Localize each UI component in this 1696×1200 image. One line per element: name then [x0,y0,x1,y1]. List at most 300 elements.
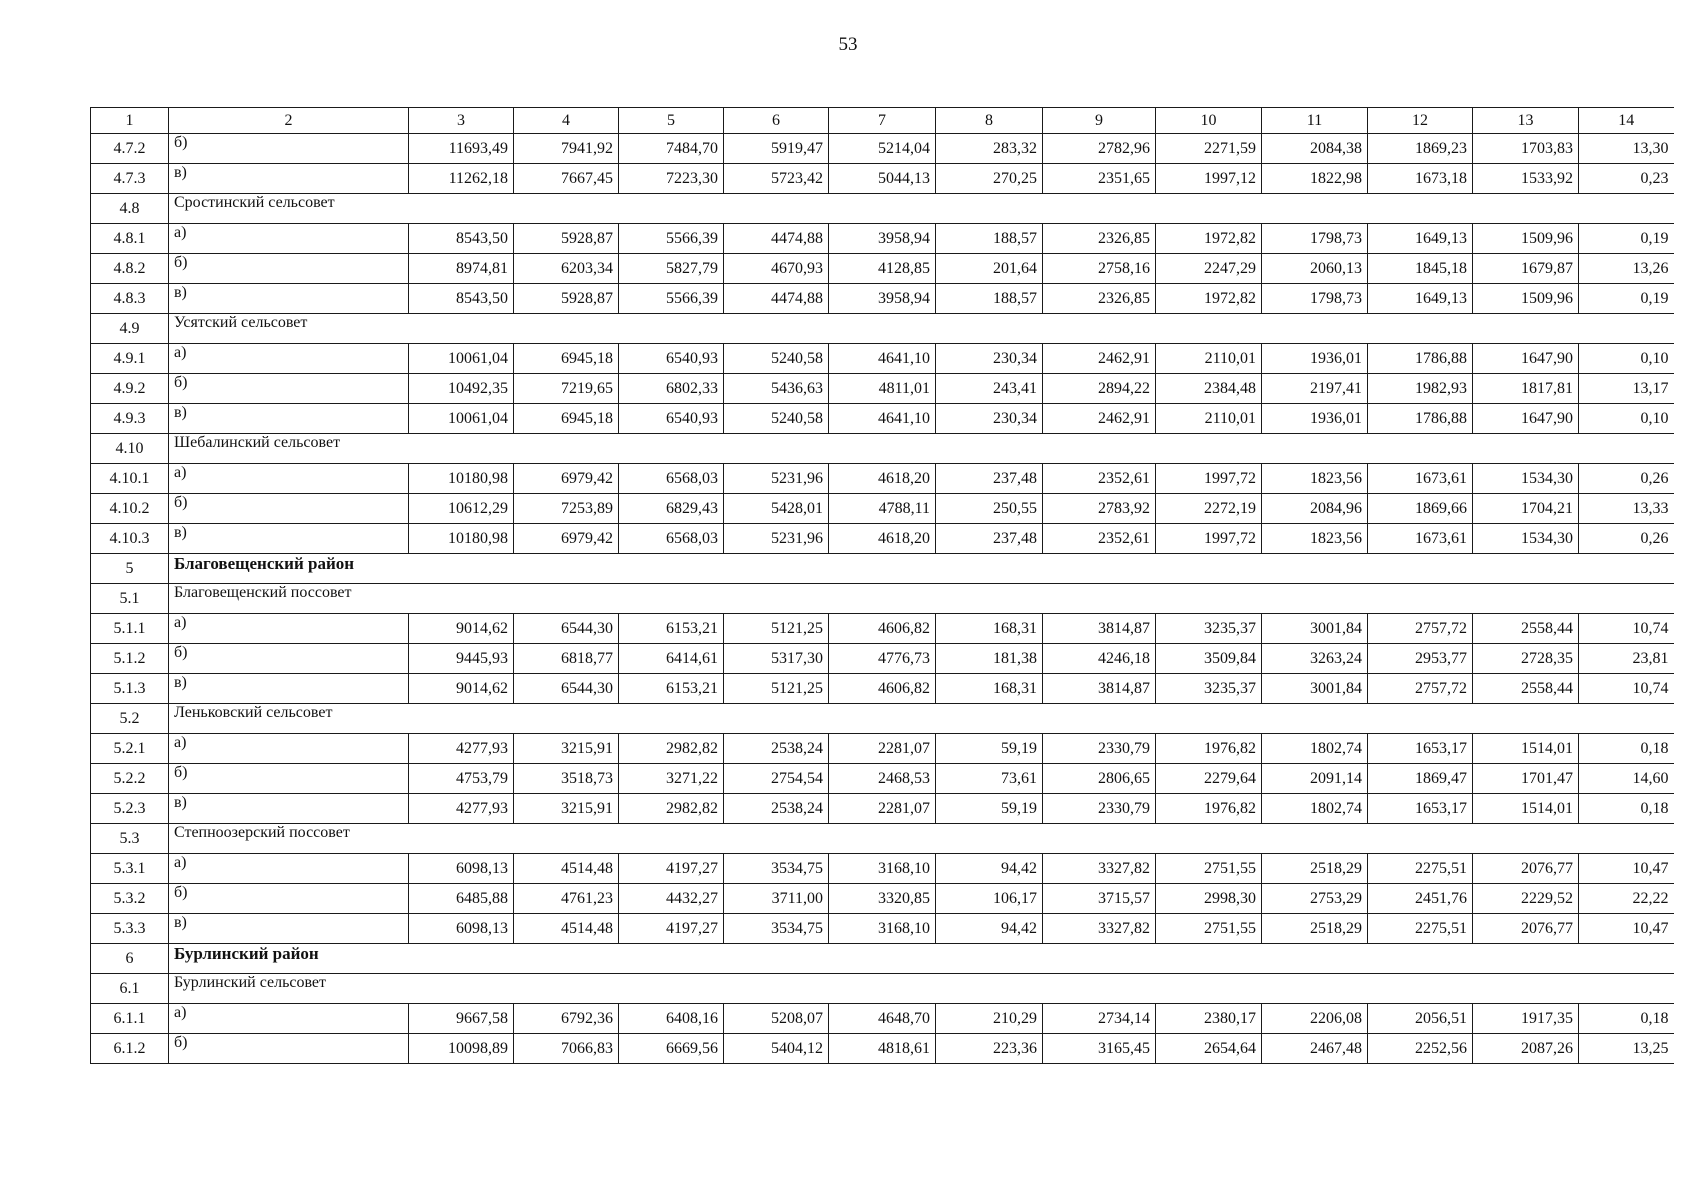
column-number: 10 [1156,108,1262,134]
row-variant: а) [169,614,409,644]
value-cell: 9667,58 [409,1004,514,1034]
value-cell: 223,36 [936,1034,1043,1064]
value-cell: 2654,64 [1156,1034,1262,1064]
column-number: 11 [1262,108,1368,134]
value-cell: 7066,83 [514,1034,619,1064]
value-cell: 3168,10 [829,854,936,884]
column-number: 1 [91,108,169,134]
table-row [91,674,1674,704]
row-variant: а) [169,734,409,764]
value-cell: 10,47 [1579,854,1674,884]
value-cell: 1647,90 [1473,344,1579,374]
value-cell: 2056,51 [1368,1004,1473,1034]
value-cell: 9445,93 [409,644,514,674]
value-cell: 4776,73 [829,644,936,674]
value-cell: 59,19 [936,734,1043,764]
value-cell: 1823,56 [1262,464,1368,494]
value-cell: 201,64 [936,254,1043,284]
table-row [91,644,1674,674]
value-cell: 6540,93 [619,344,724,374]
value-cell: 2206,08 [1262,1004,1368,1034]
value-cell: 3320,85 [829,884,936,914]
value-cell: 6153,21 [619,614,724,644]
row-code: 5.3.1 [91,854,169,884]
value-cell: 2352,61 [1043,464,1156,494]
value-cell: 10612,29 [409,494,514,524]
value-cell: 4753,79 [409,764,514,794]
page-number: 53 [838,34,858,55]
value-cell: 2734,14 [1043,1004,1156,1034]
value-cell: 6979,42 [514,524,619,554]
row-code: 6.1.1 [91,1004,169,1034]
table-row [91,764,1674,794]
section-row [91,434,1674,464]
value-cell: 10,74 [1579,614,1674,644]
value-cell: 10180,98 [409,524,514,554]
row-code: 5 [91,554,169,584]
row-code: 4.10.3 [91,524,169,554]
value-cell: 4818,61 [829,1034,936,1064]
row-code: 5.1.3 [91,674,169,704]
row-code: 4.10.2 [91,494,169,524]
row-variant: в) [169,794,409,824]
row-code: 5.2.1 [91,734,169,764]
value-cell: 2326,85 [1043,224,1156,254]
section-name: Степноозерский поссовет [169,824,1674,854]
row-code: 4.8.1 [91,224,169,254]
value-cell: 2998,30 [1156,884,1262,914]
value-cell: 0,10 [1579,344,1674,374]
value-cell: 2538,24 [724,794,829,824]
value-cell: 4514,48 [514,854,619,884]
row-code: 5.1.2 [91,644,169,674]
row-variant: в) [169,524,409,554]
row-variant: а) [169,224,409,254]
section-name: Леньковский сельсовет [169,704,1674,734]
value-cell: 8543,50 [409,284,514,314]
value-cell: 2518,29 [1262,854,1368,884]
row-code: 5.3 [91,824,169,854]
value-cell: 1972,82 [1156,224,1262,254]
value-cell: 5566,39 [619,224,724,254]
value-cell: 5214,04 [829,134,936,164]
value-cell: 1534,30 [1473,464,1579,494]
value-cell: 2252,56 [1368,1034,1473,1064]
value-cell: 2272,19 [1156,494,1262,524]
column-number: 9 [1043,108,1156,134]
section-row [91,974,1674,1004]
value-cell: 3235,37 [1156,674,1262,704]
value-cell: 6792,36 [514,1004,619,1034]
value-cell: 2076,77 [1473,854,1579,884]
value-cell: 2953,77 [1368,644,1473,674]
value-cell: 22,22 [1579,884,1674,914]
value-cell: 2806,65 [1043,764,1156,794]
value-cell: 13,30 [1579,134,1674,164]
value-cell: 2538,24 [724,734,829,764]
row-code: 6 [91,944,169,974]
section-name: Благовещенский поссовет [169,584,1674,614]
value-cell: 106,17 [936,884,1043,914]
column-number: 6 [724,108,829,134]
value-cell: 1649,13 [1368,284,1473,314]
value-cell: 2247,29 [1156,254,1262,284]
row-variant: б) [169,494,409,524]
value-cell: 1869,47 [1368,764,1473,794]
table-row [91,374,1674,404]
row-variant: в) [169,164,409,194]
row-variant: б) [169,134,409,164]
value-cell: 3327,82 [1043,854,1156,884]
value-cell: 3509,84 [1156,644,1262,674]
value-cell: 2352,61 [1043,524,1156,554]
value-cell: 1514,01 [1473,794,1579,824]
value-cell: 1817,81 [1473,374,1579,404]
value-cell: 2271,59 [1156,134,1262,164]
row-code: 4.9 [91,314,169,344]
value-cell: 1509,96 [1473,224,1579,254]
value-cell: 0,19 [1579,224,1674,254]
value-cell: 10061,04 [409,404,514,434]
row-code: 4.9.1 [91,344,169,374]
value-cell: 13,26 [1579,254,1674,284]
value-cell: 0,19 [1579,284,1674,314]
table-row [91,464,1674,494]
value-cell: 2751,55 [1156,914,1262,944]
row-code: 4.9.3 [91,404,169,434]
value-cell: 4277,93 [409,794,514,824]
value-cell: 2087,26 [1473,1034,1579,1064]
value-cell: 2782,96 [1043,134,1156,164]
table-row [91,614,1674,644]
value-cell: 2757,72 [1368,674,1473,704]
value-cell: 3715,57 [1043,884,1156,914]
section-name: Бурлинский сельсовет [169,974,1674,1004]
value-cell: 6979,42 [514,464,619,494]
value-cell: 2558,44 [1473,614,1579,644]
row-variant: в) [169,674,409,704]
value-cell: 3711,00 [724,884,829,914]
value-cell: 94,42 [936,854,1043,884]
value-cell: 2076,77 [1473,914,1579,944]
value-cell: 5428,01 [724,494,829,524]
row-variant: б) [169,254,409,284]
value-cell: 10492,35 [409,374,514,404]
value-cell: 3518,73 [514,764,619,794]
column-number-row [91,108,1674,134]
value-cell: 6098,13 [409,854,514,884]
value-cell: 2728,35 [1473,644,1579,674]
value-cell: 2281,07 [829,794,936,824]
value-cell: 2330,79 [1043,794,1156,824]
value-cell: 0,26 [1579,464,1674,494]
value-cell: 1673,61 [1368,524,1473,554]
value-cell: 1997,72 [1156,524,1262,554]
value-cell: 2757,72 [1368,614,1473,644]
value-cell: 5827,79 [619,254,724,284]
row-code: 4.8 [91,194,169,224]
value-cell: 188,57 [936,284,1043,314]
value-cell: 230,34 [936,344,1043,374]
value-cell: 94,42 [936,914,1043,944]
value-cell: 283,32 [936,134,1043,164]
column-number: 12 [1368,108,1473,134]
value-cell: 73,61 [936,764,1043,794]
value-cell: 3534,75 [724,854,829,884]
value-cell: 2351,65 [1043,164,1156,194]
value-cell: 59,19 [936,794,1043,824]
value-cell: 270,25 [936,164,1043,194]
section-name: Усятский сельсовет [169,314,1674,344]
value-cell: 6568,03 [619,524,724,554]
value-cell: 3271,22 [619,764,724,794]
value-cell: 4128,85 [829,254,936,284]
value-cell: 0,18 [1579,734,1674,764]
value-cell: 1798,73 [1262,224,1368,254]
row-code: 5.3.2 [91,884,169,914]
value-cell: 2754,54 [724,764,829,794]
value-cell: 6818,77 [514,644,619,674]
row-code: 6.1 [91,974,169,1004]
value-cell: 1653,17 [1368,794,1473,824]
value-cell: 5317,30 [724,644,829,674]
value-cell: 3001,84 [1262,674,1368,704]
value-cell: 5121,25 [724,674,829,704]
value-cell: 4432,27 [619,884,724,914]
value-cell: 11693,49 [409,134,514,164]
value-cell: 237,48 [936,524,1043,554]
value-cell: 2330,79 [1043,734,1156,764]
value-cell: 2279,64 [1156,764,1262,794]
value-cell: 1976,82 [1156,734,1262,764]
row-code: 5.2.3 [91,794,169,824]
column-number: 8 [936,108,1043,134]
value-cell: 4197,27 [619,914,724,944]
row-variant: в) [169,914,409,944]
district-row [91,944,1674,974]
value-cell: 1514,01 [1473,734,1579,764]
value-cell: 3814,87 [1043,674,1156,704]
section-row [91,584,1674,614]
district-name: Бурлинский район [169,944,1674,974]
value-cell: 2518,29 [1262,914,1368,944]
row-code: 4.7.3 [91,164,169,194]
value-cell: 5919,47 [724,134,829,164]
value-cell: 3235,37 [1156,614,1262,644]
value-cell: 4474,88 [724,284,829,314]
value-cell: 6945,18 [514,344,619,374]
value-cell: 1976,82 [1156,794,1262,824]
value-cell: 1869,66 [1368,494,1473,524]
value-cell: 0,18 [1579,794,1674,824]
value-cell: 5240,58 [724,404,829,434]
value-cell: 1917,35 [1473,1004,1579,1034]
value-cell: 1653,17 [1368,734,1473,764]
value-cell: 3165,45 [1043,1034,1156,1064]
row-code: 4.10.1 [91,464,169,494]
table-row [91,734,1674,764]
value-cell: 5436,63 [724,374,829,404]
section-row [91,314,1674,344]
value-cell: 2084,96 [1262,494,1368,524]
value-cell: 4606,82 [829,614,936,644]
value-cell: 13,17 [1579,374,1674,404]
value-cell: 1936,01 [1262,404,1368,434]
value-cell: 7253,89 [514,494,619,524]
value-cell: 168,31 [936,614,1043,644]
value-cell: 1673,18 [1368,164,1473,194]
value-cell: 1997,72 [1156,464,1262,494]
value-cell: 4761,23 [514,884,619,914]
column-number: 14 [1579,108,1674,134]
value-cell: 6485,88 [409,884,514,914]
value-cell: 1786,88 [1368,404,1473,434]
row-code: 4.10 [91,434,169,464]
value-cell: 168,31 [936,674,1043,704]
row-code: 5.1 [91,584,169,614]
value-cell: 0,10 [1579,404,1674,434]
value-cell: 1647,90 [1473,404,1579,434]
value-cell: 10061,04 [409,344,514,374]
table-row [91,164,1674,194]
value-cell: 2380,17 [1156,1004,1262,1034]
value-cell: 13,33 [1579,494,1674,524]
table-row [91,344,1674,374]
value-cell: 1798,73 [1262,284,1368,314]
value-cell: 5566,39 [619,284,724,314]
value-cell: 1786,88 [1368,344,1473,374]
row-variant: а) [169,344,409,374]
value-cell: 0,26 [1579,524,1674,554]
value-cell: 4618,20 [829,464,936,494]
value-cell: 2758,16 [1043,254,1156,284]
value-cell: 2281,07 [829,734,936,764]
value-cell: 237,48 [936,464,1043,494]
column-number: 4 [514,108,619,134]
value-cell: 5121,25 [724,614,829,644]
value-cell: 5928,87 [514,284,619,314]
value-cell: 5723,42 [724,164,829,194]
value-cell: 2462,91 [1043,404,1156,434]
value-cell: 1703,83 [1473,134,1579,164]
row-variant: в) [169,404,409,434]
value-cell: 11262,18 [409,164,514,194]
value-cell: 6544,30 [514,614,619,644]
value-cell: 10,74 [1579,674,1674,704]
value-cell: 4197,27 [619,854,724,884]
value-cell: 1509,96 [1473,284,1579,314]
value-cell: 2894,22 [1043,374,1156,404]
value-cell: 5240,58 [724,344,829,374]
value-cell: 5928,87 [514,224,619,254]
value-cell: 23,81 [1579,644,1674,674]
value-cell: 1679,87 [1473,254,1579,284]
value-cell: 3215,91 [514,794,619,824]
value-cell: 2558,44 [1473,674,1579,704]
row-variant: б) [169,644,409,674]
value-cell: 1822,98 [1262,164,1368,194]
value-cell: 5231,96 [724,464,829,494]
table-row [91,794,1674,824]
value-cell: 210,29 [936,1004,1043,1034]
value-cell: 1997,12 [1156,164,1262,194]
value-cell: 2060,13 [1262,254,1368,284]
row-code: 5.2 [91,704,169,734]
value-cell: 3168,10 [829,914,936,944]
value-cell: 1673,61 [1368,464,1473,494]
value-cell: 6945,18 [514,404,619,434]
value-cell: 2468,53 [829,764,936,794]
value-cell: 2084,38 [1262,134,1368,164]
value-cell: 6098,13 [409,914,514,944]
value-cell: 2275,51 [1368,854,1473,884]
value-cell: 5044,13 [829,164,936,194]
row-variant: б) [169,1034,409,1064]
row-code: 5.2.2 [91,764,169,794]
table-body [91,108,1674,1064]
value-cell: 3001,84 [1262,614,1368,644]
section-row [91,824,1674,854]
value-cell: 10180,98 [409,464,514,494]
value-cell: 3958,94 [829,224,936,254]
value-cell: 188,57 [936,224,1043,254]
value-cell: 8543,50 [409,224,514,254]
value-cell: 2110,01 [1156,404,1262,434]
row-code: 4.7.2 [91,134,169,164]
value-cell: 1649,13 [1368,224,1473,254]
value-cell: 3327,82 [1043,914,1156,944]
value-cell: 5404,12 [724,1034,829,1064]
value-cell: 2751,55 [1156,854,1262,884]
value-cell: 6153,21 [619,674,724,704]
value-cell: 6802,33 [619,374,724,404]
table-row [91,134,1674,164]
value-cell: 0,23 [1579,164,1674,194]
row-code: 5.3.3 [91,914,169,944]
table-row [91,1004,1674,1034]
row-code: 5.1.1 [91,614,169,644]
value-cell: 4811,01 [829,374,936,404]
value-cell: 1982,93 [1368,374,1473,404]
value-cell: 6408,16 [619,1004,724,1034]
value-cell: 9014,62 [409,674,514,704]
value-cell: 5208,07 [724,1004,829,1034]
value-cell: 1936,01 [1262,344,1368,374]
value-cell: 2753,29 [1262,884,1368,914]
row-variant: а) [169,464,409,494]
value-cell: 7219,65 [514,374,619,404]
value-cell: 1534,30 [1473,524,1579,554]
value-cell: 4641,10 [829,344,936,374]
value-cell: 250,55 [936,494,1043,524]
value-cell: 10,47 [1579,914,1674,944]
column-number: 5 [619,108,724,134]
value-cell: 6203,34 [514,254,619,284]
value-cell: 7223,30 [619,164,724,194]
table-row [91,494,1674,524]
value-cell: 7941,92 [514,134,619,164]
table-row [91,524,1674,554]
district-name: Благовещенский район [169,554,1674,584]
value-cell: 10098,89 [409,1034,514,1064]
value-cell: 2982,82 [619,734,724,764]
value-cell: 2229,52 [1473,884,1579,914]
value-cell: 2384,48 [1156,374,1262,404]
value-cell: 1533,92 [1473,164,1579,194]
value-cell: 4788,11 [829,494,936,524]
row-variant: а) [169,854,409,884]
row-variant: б) [169,374,409,404]
